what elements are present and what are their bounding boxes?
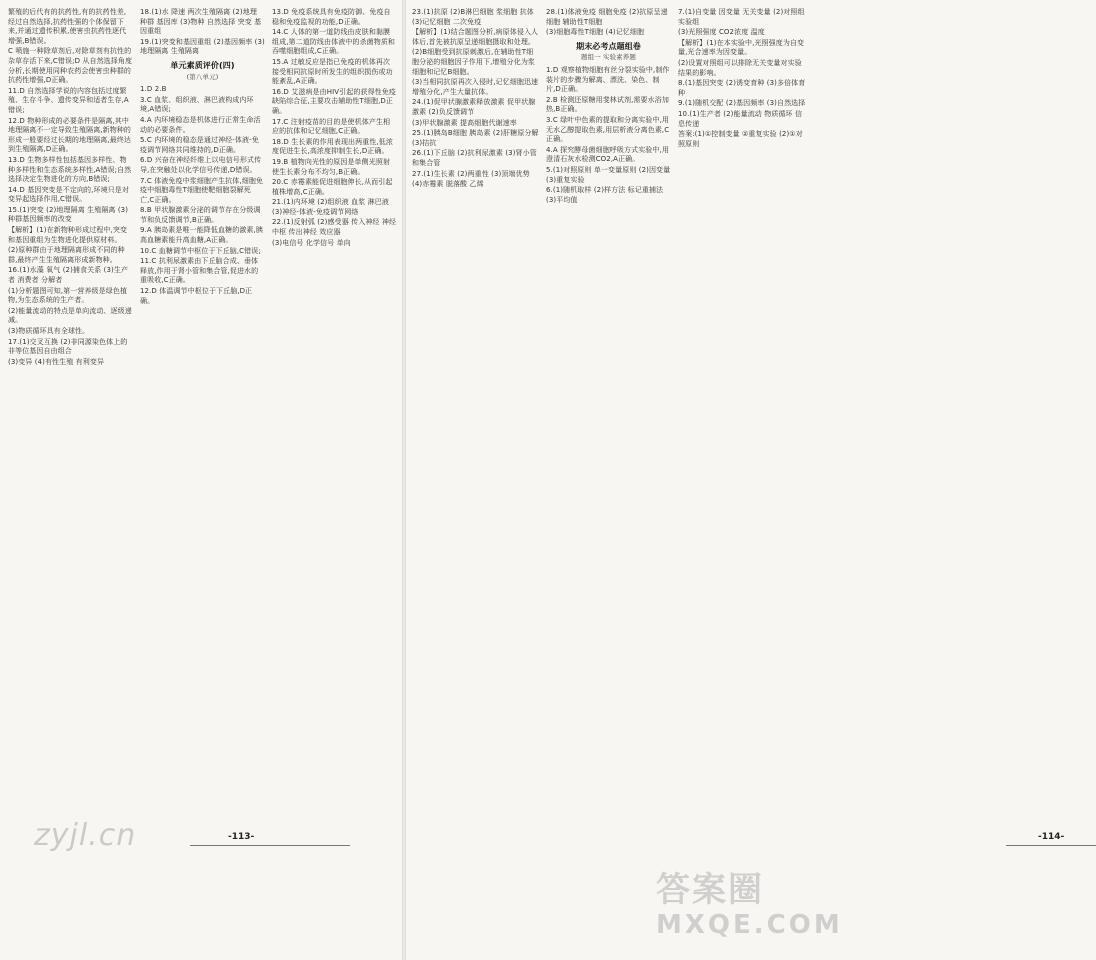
answer-paragraph: 10.C 血糖调节中枢位于下丘脑,C错误; [140,246,261,255]
watermark-zyjl: zyjl.cn [34,818,137,853]
answer-paragraph: 12.D 体温调节中枢位于下丘脑,D正确。 [140,287,253,305]
answer-paragraph: 【解析】(1)在本实验中,光照强度为自变量,光合速率为因变量。 [678,38,805,57]
watermark-answer-logo [656,870,843,950]
watermark-logo-top: 答案圈 [656,870,764,910]
footer-rule-right [1006,845,1096,846]
answer-paragraph: 14.D 基因突变是不定向的,环境只是对变异起选择作用,C错误。 [8,185,129,204]
answer-paragraph: (1)分析题图可知,第一营养级是绿色植物,为生态系统的生产者。 [8,286,128,305]
answer-paragraph: 20.C 赤霉素能促进细胞伸长,从而引起植株增高,C正确。 [272,178,393,196]
answer-paragraph: 13.D 免疫系统具有免疫防御、免疫自稳和免疫监视的功能,D正确。 [272,8,391,26]
answer-paragraph: 5.C 内环境的稳态是通过神经-体液-免疫调节网络共同维持的,D正确。 [140,136,259,154]
answer-paragraph: 15.A 过敏反应是指已免疫的机体再次接受相同抗原时所发生的组织损伤或功能紊乱,A正确。 [272,57,393,86]
footer-rule-left [190,845,350,846]
page-number-left: -113- [228,832,255,842]
answer-paragraph: 16.(1)水藻 氧气 (2)捕食关系 (3)生产者 消费者 分解者 [8,266,129,285]
answer-paragraph: 题组一 实验素养题 [581,53,636,62]
answer-paragraph: 繁殖的后代有的抗药性,有的抗药性差,经过自然选择,抗药性强的个体保留下来,并通过遗传积累,使害虫抗药性逐代增强,B错误。 [8,8,127,45]
answer-paragraph: 9.(1)随机交配 (2)基因频率 (3)自然选择 [678,99,806,108]
page-number-right: -114- [1038,832,1065,842]
answer-paragraph: (3)变异 (4)有性生殖 有利变异 [8,357,105,366]
answer-paragraph: 22.(1)反射弧 (2)感受器 传入神经 神经中枢 传出神经 效应器 [272,218,397,237]
answer-paragraph: 15.(1)突变 (2)地理隔离 生殖隔离 (3)种群基因频率的改变 [8,205,129,224]
answer-paragraph: 27.(1)生长素 (2)两重性 (3)顶端优势 [412,169,530,178]
answer-paragraph: 9.A 胰岛素是唯一能降低血糖的激素,胰高血糖素能升高血糖,A正确。 [140,226,263,245]
answer-paragraph: (3)当相同抗原再次入侵时,记忆细胞迅速增殖分化,产生大量抗体。 [412,78,539,96]
answer-paragraph: (2)设置对照组可以排除无关变量对实验结果的影响。 [678,58,802,77]
answer-paragraph: 6.D 兴奋在神经纤维上以电信号形式传导,在突触处以化学信号传递,D错误。 [140,156,262,174]
column-6 [678,8,806,830]
answer-paragraph: 18.D 生长素的作用表现出两重性,低浓度促进生长,高浓度抑制生长,D正确。 [272,137,393,156]
answer-paragraph: (3)细胞毒性T细胞 (4)记忆细胞 [546,28,645,37]
answer-paragraph: 23.(1)抗原 (2)B淋巴细胞 浆细胞 抗体 (3)记忆细胞 二次免疫 [412,8,534,26]
answer-paragraph: 10.(1)生产者 (2)能量流动 物质循环 信息传递 [678,109,803,128]
answer-paragraph: 18.(1)水 降速 两次生殖隔离 (2)地理 种群 基因库 (3)物种 自然选择 突变 基因重组 [140,8,262,36]
answer-paragraph: (3)电信号 化学信号 单向 [272,238,351,247]
answer-paragraph: (4)赤霉素 脱落酸 乙烯 [412,180,484,189]
answer-paragraph: (第八单元) [186,72,219,81]
answer-paragraph: 6.(1)随机取样 (2)样方法 标记重捕法 (3)平均值 [546,186,664,204]
answer-paragraph: (2)B细胞受到抗原刺激后,在辅助性T细胞分泌的细胞因子作用下,增殖分化为浆细胞和记忆B细胞。 [412,48,536,76]
answer-paragraph: 13.D 生物多样性包括基因多样性、物种多样性和生态系统多样性,A错误;自然选择决定生物进化的方向,B错误; [8,155,132,184]
answer-paragraph: 14.C 人体的第一道防线由皮肤和黏膜组成,第二道防线由体液中的杀菌物质和吞噬细胞组成,C正确。 [272,28,396,56]
answer-paragraph: 答案:(1)①控制变量 ②重复实验 (2)①对照原则 [678,130,803,148]
answer-paragraph: 26.(1)下丘脑 (2)抗利尿激素 (3)肾小管和集合管 [412,149,537,167]
answer-paragraph: 25.(1)胰岛B细胞 胰岛素 (2)肝糖原分解 (3)拮抗 [412,129,539,147]
answer-paragraph: (2)原种群由于地理隔离形成不同的种群,最终产生生殖隔离形成新物种。 [8,246,125,264]
answer-paragraph: 【解析】(1)在新物种形成过程中,突变和基因重组为生物进化提供原材料。 [8,226,128,244]
answer-paragraph: 8.(1)基因突变 (2)诱变育种 (3)多倍体育种 [678,79,806,97]
answer-paragraph: 24.(1)促甲状腺激素释放激素 促甲状腺激素 (2)负反馈调节 [412,98,536,116]
answer-paragraph: 单元素质评价(四) [170,60,235,70]
answer-paragraph: 12.D 物种形成的必要条件是隔离,其中地理隔离不一定导致生殖隔离,新物种的形成一般要经过长期的地理隔离,最终达到生殖隔离,D正确。 [8,116,132,154]
answer-paragraph: 5.(1)对照原则 单一变量原则 (2)因变量 (3)重复实验 [546,165,671,184]
answer-paragraph: 17.(1)交叉互换 (2)非同源染色体上的非等位基因自由组合 [8,337,128,356]
answer-paragraph: 1.D 2.B [140,85,167,94]
answer-paragraph: 3.C 绿叶中色素的提取和分离实验中,用无水乙醇提取色素,用层析液分离色素,C正确。 [546,115,670,144]
answer-paragraph: 28.(1)体液免疫 细胞免疫 (2)抗原呈递细胞 辅助性T细胞 [546,8,668,26]
answer-paragraph: 17.C 注射疫苗的目的是使机体产生相应的抗体和记忆细胞,C正确。 [272,117,391,136]
column-2 [140,8,265,830]
answer-paragraph: 7.C 体液免疫中浆细胞产生抗体,细胞免疫中细胞毒性T细胞使靶细胞裂解死亡,C正确。 [140,176,264,204]
answer-paragraph: 11.D 自然选择学说的内容包括过度繁殖、生存斗争、遗传变异和适者生存,A错误; [8,86,129,114]
column-3 [272,8,397,830]
answer-paragraph: (2)能量流动的特点是单向流动、逐级递减。 [8,306,132,325]
answer-paragraph: 19.B 植物向光性的原因是单侧光照射使生长素分布不均匀,B正确。 [272,157,391,176]
answer-paragraph: (3)光照强度 CO2浓度 温度 [678,28,765,37]
answer-paragraph: C 喷施一种除草剂后,对除草剂有抗性的杂草存活下来,C错误;D 从自然选择角度分析,长期使用同种农药会使害虫种群的抗药性增强,D正确。 [8,47,133,85]
answer-paragraph: 11.C 抗利尿激素由下丘脑合成、垂体释放,作用于肾小管和集合管,促进水的重吸收,C正确。 [140,257,259,285]
answer-paragraph: 7.(1)自变量 因变量 无关变量 (2)对照组 实验组 [678,8,805,26]
answer-paragraph: 4.A 探究酵母菌细胞呼吸方式实验中,用澄清石灰水检测CO2,A正确。 [546,145,669,164]
watermark-logo-bottom: MXQE.COM [656,910,843,940]
answer-paragraph: 【解析】(1)结合题图分析,病原体侵入人体后,首先被抗原呈递细胞摄取和处理。 [412,28,539,46]
answer-paragraph: (3)物质循环具有全球性。 [8,327,90,335]
answer-paragraph: (3)甲状腺激素 提高细胞代谢速率 [412,118,517,127]
left-page [0,0,402,960]
answer-paragraph: 期末必考点题组卷 [576,41,641,51]
answer-paragraph: 8.B 甲状腺激素分泌的调节存在分级调节和负反馈调节,B正确。 [140,206,261,224]
answer-paragraph: 3.C 血浆、组织液、淋巴液构成内环境,A错误; [140,95,254,114]
answer-paragraph: 16.D 艾滋病是由HIV引起的获得性免疫缺陷综合征,主要攻击辅助性T细胞,D正确。 [272,87,396,115]
column-5 [546,8,671,830]
column-1 [8,8,133,830]
right-page [406,0,1065,960]
answer-paragraph: 1.D 观察植物细胞有丝分裂实验中,制作装片的步骤为解离、漂洗、染色、制片,D正确。 [546,65,670,94]
answer-paragraph: 21.(1)内环境 (2)组织液 血浆 淋巴液 (3)神经-体液-免疫调节网络 [272,198,389,216]
answer-paragraph: 2.B 检测还原糖用斐林试剂,需要水浴加热,B正确。 [546,95,669,114]
column-4 [412,8,540,830]
answer-paragraph: 19.(1)突变和基因重组 (2)基因频率 (3)地理隔离 生殖隔离 [140,37,265,56]
answer-paragraph: 4.A 内环境稳态是机体进行正常生命活动的必要条件。 [140,115,261,134]
